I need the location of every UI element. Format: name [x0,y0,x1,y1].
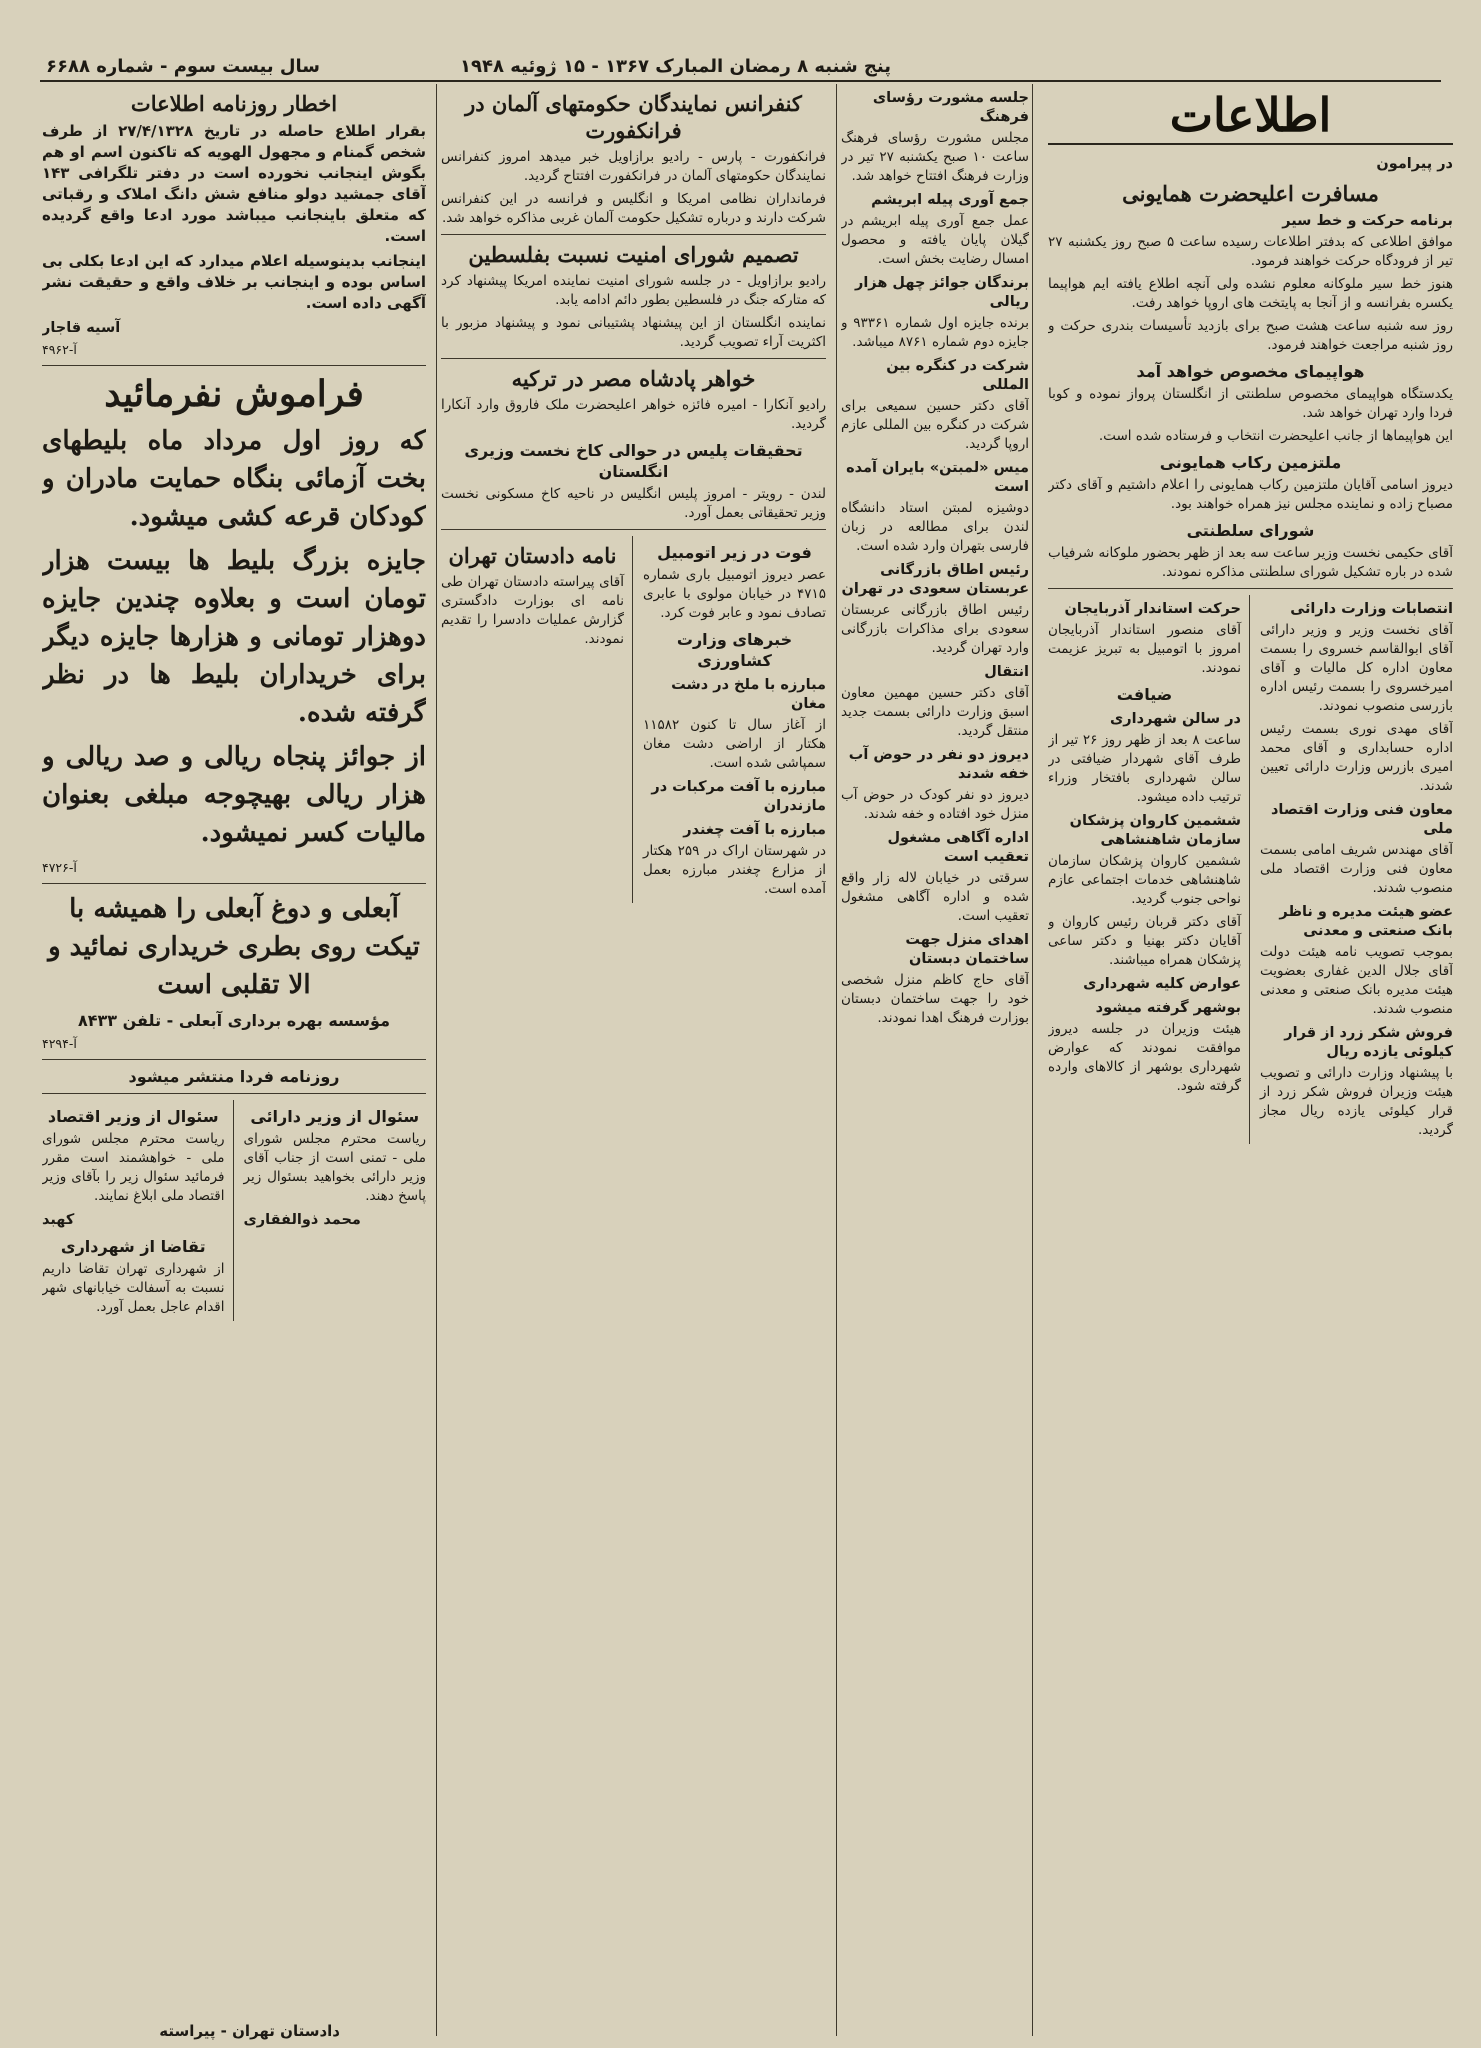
column-divider [436,84,437,2036]
section-title: میس «لمبتن» بایران آمده است [846,460,1029,495]
subcolumn-left [441,536,633,903]
section-title: رئیس اطاق بازرگانی عربستان سعودی در تهران [841,562,1029,597]
ad-text: جایزه بزرگ بلیط ها بیست هزار تومان است و بعلاوه چندین جایزه دوهزار تومانی و هزارها جایزه دیگر برای خریداران بلیط ها در نظر گرفته شده. [42,546,426,728]
paragraph: عمل جمع آوری پیله ابریشم در گیلان پایان یافته و محصول امسال رضایت بخش است. [841,213,1029,267]
section-title: معاون فنی وزارت اقتصاد ملی [1270,802,1453,837]
paragraph: بقرار اطلاع حاصله در تاریخ ۲۷/۴/۱۳۲۸ از طرف شخص گمنام و مجهول الهویه که تاکنون اسم او هم بگوش اینجانب نخورده است در دفتر تلگرافی ۱۴۳ آقای جمشید دولو منافع شش دانگ املاک و رقباتی که متعلق باینجانب میباشد مورد ادعا واقع گردیده است. [42,122,426,245]
subcolumn-right [244,1100,427,1321]
signature: آسیه قاجار [42,320,121,336]
section-title: خبرهای وزارت کشاورزی [676,630,793,670]
ad-text: از جوائز پنجاه ریالی و صد ریالی و هزار ریالی بهیچوجه مبلغی بعنوان مالیات کسر نمیشود. [42,742,426,848]
section-title: فوت در زیر اتومبیل [657,543,812,562]
divider [42,1093,426,1094]
paragraph: اینجانب بدینوسیله اعلام میدارد که این ادعا بکلی بی اساس بوده و اینجانب بر خلاف واقع و حقیقت نشر آگهی داده است. [42,252,426,312]
subcolumn-right [643,536,826,903]
paragraph: مجلس مشورت رؤسای فرهنگ ساعت ۱۰ صبح یکشنبه ۲۷ تیر در وزارت فرهنگ افتتاح خواهد شد. [841,130,1029,184]
section-title: شورای سلطنتی [1186,521,1315,540]
section-title: فروش شکر زرد از قرار کیلوئی یازده ریال [1284,1025,1453,1060]
divider [441,529,826,530]
date-line: پنج شنبه ۸ رمضان المبارک ۱۳۶۷ - ۱۵ ژوئیه ۱۹۴۸ [460,56,892,77]
section-title: مبارزه با ملخ در دشت مغان [671,677,826,712]
paragraph: موافق اطلاعی که بدفتر اطلاعات رسیده ساعت ۵ صبح روز یکشنبه ۲۷ تیر از فرودگاه حرکت خواهند فرمود. [1048,234,1453,269]
paragraph: آقای حاج کاظم منزل شخصی خود را جهت ساختمان دبستان بوزارت فرهنگ اهدا نمودند. [841,972,1029,1026]
column-4 [42,84,426,2038]
paragraph: هیئت وزیران در جلسه دیروز موافقت نمودند که عوارض شهرداری بوشهر از کالاهای وارده گرفته شود. [1048,1021,1241,1094]
paragraph: از آغاز سال تا کنون ۱۱۵۸۲ هکتار از اراضی دشت مغان سمپاشی شده است. [643,717,826,771]
article-title: مسافرت اعلیحضرت همایونی [1122,181,1379,206]
paragraph: ششمین کاروان پزشکان سازمان شاهنشاهی خدمات اجتماعی عازم نواحی جنوب گردید. [1048,853,1241,907]
subcolumn-left [1048,595,1250,1144]
paragraph: آقای حکیمی نخست وزیر ساعت سه بعد از ظهر بحضور ملوکانه شرفیاب شده در باره تشکیل شورای سلطنتی مذاکره نمودند. [1048,545,1453,580]
column-3 [441,84,826,2038]
paragraph: آقای مهدی نوری بسمت رئیس اداره حسابداری و آقای محمد امیری بازرس وزارت دارائی تعیین شدند. [1260,721,1453,794]
article-title: خواهر پادشاه مصر در ترکیه [511,366,756,391]
divider [441,358,826,359]
article-title: اخطار روزنامه اطلاعات [130,91,338,116]
article-title: تصمیم شورای امنیت نسبت بفلسطین [468,242,799,267]
subcolumn-left [42,1100,234,1321]
paragraph: از شهرداری تهران تقاضا داریم نسبت به آسفالت خیابانهای شهر اقدام عاجل بعمل آورد. [42,1261,225,1315]
paragraph: رادیو آنکارا - امیره فائزه خواهر اعلیحضرت ملک فاروق وارد آنکارا گردید. [441,397,826,432]
section-title: سئوال از وزیر دارائی [250,1107,420,1126]
section-title: انتقال [984,664,1029,680]
divider [42,883,426,884]
paragraph: ریاست محترم مجلس شورای ملی - تمنی است از جناب آقای وزیر دارائی بخواهید بسئوال زیر پاسخ دهند. [243,1131,426,1204]
paragraph: آقای دکتر حسین مهمین معاون اسبق وزارت دارائی بسمت جدید منتقل گردید. [841,685,1029,739]
paragraph: بموجب تصویب نامه هیئت دولت آقای جلال الدین غفاری بعضویت هیئت مدیره بانک صنعتی و معدنی منصوب شدند. [1260,944,1453,1017]
paragraph: ساعت ۸ بعد از ظهر روز ۲۶ تیر از طرف آقای شهردار ضیافتی در سالن شهرداری بافتخار وزراء ترتیب داده میشود. [1048,732,1241,805]
section-title: ملتزمین رکاب همایونی [1159,453,1342,472]
section-title: مبارزه با آفت چغندر [683,822,826,838]
paragraph: این هواپیماها از جانب اعلیحضرت انتخاب و فرستاده شده است. [1098,428,1453,444]
section-title: اهدای منزل جهت ساختمان دبستان [905,932,1029,967]
paragraph: لندن - رویتر - امروز پلیس انگلیس در ناحیه کاخ مسکونی نخست وزیر تحقیقاتی بعمل آورد. [441,486,826,521]
issue-line: سال بیست سوم - شماره ۶۶۸۸ [46,56,321,77]
paragraph: روز سه شنبه ساعت هشت صبح برای بازدید تأسیسات بندری حرکت و روز شنبه مراجعت خواهند فرمود. [1048,318,1453,353]
section-title: تقاضا از شهرداری [60,1237,206,1256]
paragraph: عصر دیروز اتومبیل باری شماره ۴۷۱۵ در خیابان مولوی با عابری تصادف نمود و عابر فوت کرد. [643,567,826,621]
section-title: مبارزه با آفت مرکبات در مازندران [651,779,826,814]
section-title: هواپیمای مخصوص خواهد آمد [1136,362,1365,381]
divider [42,365,426,366]
paragraph: هنوز خط سیر ملوکانه معلوم نشده ولی آنچه اطلاع یافته ایم هواپیما یکسره بفرانسه و از آنجا به پایتخت های اروپا خواهد رفت. [1048,276,1453,311]
section-title: تحقیقات پلیس در حوالی کاخ نخست وزیری انگلستان [464,441,803,481]
section-title: عوارض کلیه شهرداری [1083,976,1241,992]
article-title: کنفرانس نمایندگان حکومتهای آلمان در فرانکفورت [465,91,802,143]
divider [1048,588,1453,589]
section-title: ششمین کاروان پزشکان سازمان شاهنشاهی [1069,813,1241,848]
paragraph: دیروز دو نفر کودک در حوض آب منزل خود افتاده و خفه شدند. [841,787,1029,822]
section-title: اداره آگاهی مشغول تعقیب است [887,830,1029,865]
ad-code: آ-۴۷۲۶ [42,860,77,875]
signature: محمد ذوالفقاری [243,1212,361,1228]
paragraph: در شهرستان اراک در ۲۵۹ هکتار از مزارع چغندر مبارزه بعمل آمده است. [643,843,826,897]
divider [42,1059,426,1060]
paragraph: ریاست محترم مجلس شورای ملی - خواهشمند است مقرر فرمائید سئوال زیر را بآقای وزیر اقتصاد ملی ابلاغ نمایند. [42,1131,225,1204]
signature: کهبد [42,1212,75,1228]
divider [441,234,826,235]
subcolumn-right [1260,595,1453,1144]
paragraph: آقای پیراسته دادستان تهران طی نامه ای بوزارت دادگستری گزارش عملیات دادسرا را تقدیم نمودند. [441,574,624,647]
section-title: دیروز دو نفر در حوض آب خفه شدند [848,747,1029,782]
section-title: حرکت استاندار آذربایجان [1064,601,1241,617]
column-1 [1048,150,1453,2038]
two-subcolumns [441,536,826,903]
ad-code: آ-۴۹۶۲ [42,342,77,357]
ad-headline: آبعلی و دوغ آبعلی را همیشه با تیکت روی بطری خریداری نمائید و الا تقلبی است [48,894,420,1000]
section-title: برنامه حرکت و خط سیر [1282,213,1453,229]
paragraph: دوشیزه لمبتن استاد دانشگاه لندن برای مطالعه در زبان فارسی بتهران وارد شده است. [841,500,1029,554]
paragraph: با پیشنهاد وزارت دارائی و تصویب هیئت وزیران فروش شکر زرد از قرار کیلوئی یازده ریال مجاز گردید. [1260,1065,1453,1138]
section-title: جلسه مشورت رؤسای فرهنگ [872,90,1029,125]
paragraph: برنده جایزه اول شماره ۹۳۳۶۱ و جایزه دوم شماره ۸۷۶۱ میباشد. [841,315,1029,350]
section-title: سئوال از وزیر اقتصاد [47,1107,219,1126]
paragraph: آقای دکتر حسین سمیعی برای شرکت در کنگره بین المللی عازم اروپا گردید. [841,398,1029,452]
section-title: عضو هیئت مدیره و ناظر بانک صنعتی و معدنی [1279,904,1453,939]
section-title: بوشهر گرفته میشود [1095,1000,1241,1016]
section-title: جمع آوری پیله ابریشم [871,192,1029,208]
ad-text: که روز اول مرداد ماه بلیطهای بخت آزمائی بنگاه حمایت مادران و کودکان قرعه کشی میشود. [42,426,426,532]
paragraph: یکدستگاه هواپیمای مخصوص سلطنتی از انگلستان پرواز نموده و کوبا فردا وارد تهران خواهد شد. [1048,386,1453,421]
two-subcolumns [42,1100,426,1321]
section-title: ضیافت [1116,685,1173,704]
paragraph: سرقتی در خیابان لاله زار واقع شده و اداره آگاهی مشغول تعقیب است. [841,870,1029,924]
paragraph: نماینده انگلستان از این پیشنهاد پشتیبانی نمود و پیشنهاد مزبور با اکثریت آراء تصویب گردید. [441,315,826,350]
two-subcolumns [1048,595,1453,1144]
ad-org: مؤسسه بهره برداری آبعلی - تلفن ۸۴۳۳ [78,1011,390,1030]
paragraph: رادیو برازاویل - در جلسه شورای امنیت نماینده امریکا پیشنهاد کرد که متارکه جنگ در فلسطین بطور دائم ادامه یابد. [441,273,826,308]
paragraph: آقای مهندس شریف امامی بسمت معاون فنی وزارت اقتصاد ملی منصوب شدند. [1260,842,1453,896]
column-divider [836,84,837,2036]
paragraph: دیروز اسامی آقایان ملتزمین رکاب همایونی را اعلام داشتیم و آقای دکتر مصباح زاده و نماینده مجلس نیز همراه خواهند بود. [1048,477,1453,512]
column-divider [1032,84,1033,2036]
top-date-bar [40,52,1441,82]
paragraph: آقای منصور استاندار آذربایجان امروز با اتومبیل به تبریز عزیمت نمودند. [1048,622,1241,676]
ad-headline: فراموش نفرمائید [104,373,364,415]
section-title: شرکت در کنگره بین المللی [886,358,1029,393]
section-title: در سالن شهرداری [1110,711,1241,727]
masthead-rule [1048,143,1453,145]
paragraph: فرانکفورت - پارس - رادیو برازاویل خبر میدهد امروز کنفرانس نمایندگان حکومتهای آلمان در فرانکفورت افتتاح گردید. [441,149,826,184]
paragraph: رئیس اطاق بازرگانی عربستان سعودی برای مذاکرات بازرگانی وارد تهران گردید. [841,602,1029,656]
section-title: انتصابات وزارت دارائی [1290,601,1453,617]
article-title: نامه دادستان تهران [448,543,617,568]
paragraph: فرمانداران نظامی امریکا و انگلیس و فرانسه در این کنفرانس شرکت دارند و درباره تشکیل حکومت آلمان غربی مذاکره خواهد شد. [441,191,826,226]
column-2 [841,84,1029,2038]
section-title: برندگان جوائز چهل هزار ریالی [854,275,1029,310]
paragraph: آقای نخست وزیر و وزیر دارائی آقای ابوالقاسم خسروی را بسمت معاون اداره کل مالیات و آقای امیرخسروی را بسمت رئیس اداره بازرسی منصوب نمودند. [1260,622,1453,714]
footer-byline: دادستان تهران - پیراسته [159,2022,340,2040]
paragraph: آقای دکتر قربان رئیس کاروان و آقایان دکتر بهنیا و دکتر ساعی پزشکان همراه میباشند. [1048,914,1241,968]
masthead-logo: اطلاعات [1169,88,1332,142]
ad-code: آ-۴۲۹۴ [42,1036,77,1051]
kicker: در پیرامون [1376,156,1453,172]
notice: روزنامه فردا منتشر میشود [128,1067,340,1086]
